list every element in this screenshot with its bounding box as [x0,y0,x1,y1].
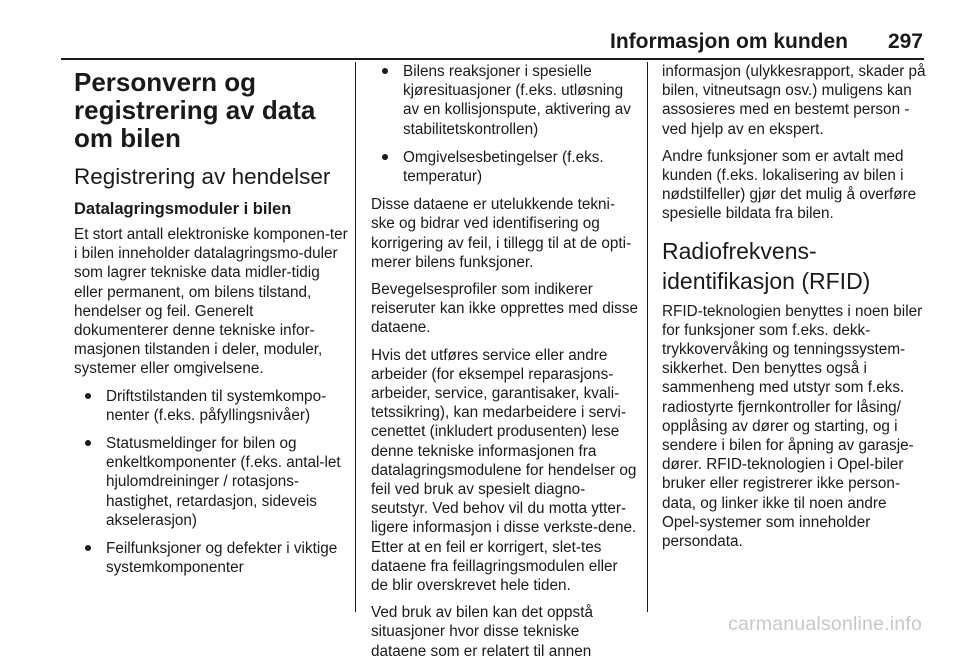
paragraph: Andre funksjoner som er avtalt med kunden (f.eks. lokalisering av bilen i nødstilfeller) gjør det mulig å overføre spesielle bildata fra bilen. [662,147,917,223]
paragraph: Ved bruk av bilen kan det oppstå situasjoner hvor disse tekniske dataene som er relatert til annen [371,604,593,660]
header-divider [61,58,924,60]
bullet-list [371,62,638,186]
section-heading-personvern: Personvern og registrering av data om bilen [74,67,316,153]
bullet-list [74,387,349,578]
paragraph: Hvis det utføres service eller andre arbeider (for eksempel reparasjons-arbeider, service, garantisaker, kvali-tetssikring), kan medarbeidere i servi-cenettet (inkludert produsenten) lese denne tekniske informasjonen fra datalagringsmodulene for hendelser og feil ved bruk av spesielt diagno-seutstyr. Ved behov vil du motta ytter-ligere informasjon i disse verkste-dene. Etter at en feil er korrigert, slet-tes dataene fra feillagringsmodulen eller de blir overskrevet hele tiden. [371,346,637,595]
paragraph: Et stort antall elektroniske komponen-ter i bilen inneholder datalagringsmo-duler som lagrer tekniske data midler-tidig eller permanent, om bilens tilstand, hendelser og feil. Generelt dokumenterer denne tekniske infor-masjonen tilstanden i deler, moduler, systemer eller omgivelsene. [74,226,348,378]
paragraph: Disse dataene er utelukkende tekni-ske og bidrar ved identifisering og korrigering av feil, i tillegg til at de opti-merer bilens funksjoner. [371,196,632,271]
section-heading-rfid: Radiofrekvens-identifikasjon (RFID) [662,237,871,294]
list-item: Omgivelsesbetingelser (f.eks. temperatur) [371,148,638,186]
column-divider-1 [355,62,356,612]
sub-subsection-heading-datalagring: Datalagringsmoduler i bilen [74,200,292,218]
list-item: Bilens reaksjoner i spesielle kjøresituasjoner (f.eks. utløsning av en kollisjonspute, aktivering av stabilitetskontrollen) [371,62,638,139]
list-item: Statusmeldinger for bilen og enkeltkomponenter (f.eks. antal-let hjulomdreininger / rotasjons-hastighet, retardasjon, sideveis akselerasjon) [74,434,349,530]
list-item: Feilfunksjoner og defekter i viktige systemkomponenter [74,539,349,577]
column-1 [74,62,349,614]
column-3 [662,62,928,614]
subsection-heading-registrering: Registrering av hendelser [74,164,331,189]
watermark: carmanualsonline.info [728,613,922,635]
page-number: 297 [887,30,923,53]
column-2 [371,62,638,660]
list-item: Driftstilstanden til systemkompo-nenter (f.eks. påfyllingsnivåer) [74,387,349,425]
column-divider-2 [647,62,648,612]
paragraph: informasjon (ulykkesrapport, skader på bilen, vitneutsagn osv.) muligens kan assosieres med en bestemt person - ved hjelp av en ekspert. [662,63,926,138]
paragraph: RFID-teknologien benyttes i noen biler for funksjoner som f.eks. dekk-trykkovervåking og tenningssystem-sikkerhet. Den benyttes også i sammenheng med utstyr som f.eks. radiostyrte fjernkontroller for låsing/ opplåsing av dører og starting, og i sendere i bilen for åpning av garasje-dører. RFID-teknologien i Opel-biler bruker eller registrerer ikke person-data, og linker ikke til noen andre Opel-systemer som inneholder persondata. [662,302,923,551]
page-header-title: Informasjon om kunden [609,30,848,53]
paragraph: Bevegelsesprofiler som indikerer reiseruter kan ikke opprettes med disse dataene. [371,281,638,337]
